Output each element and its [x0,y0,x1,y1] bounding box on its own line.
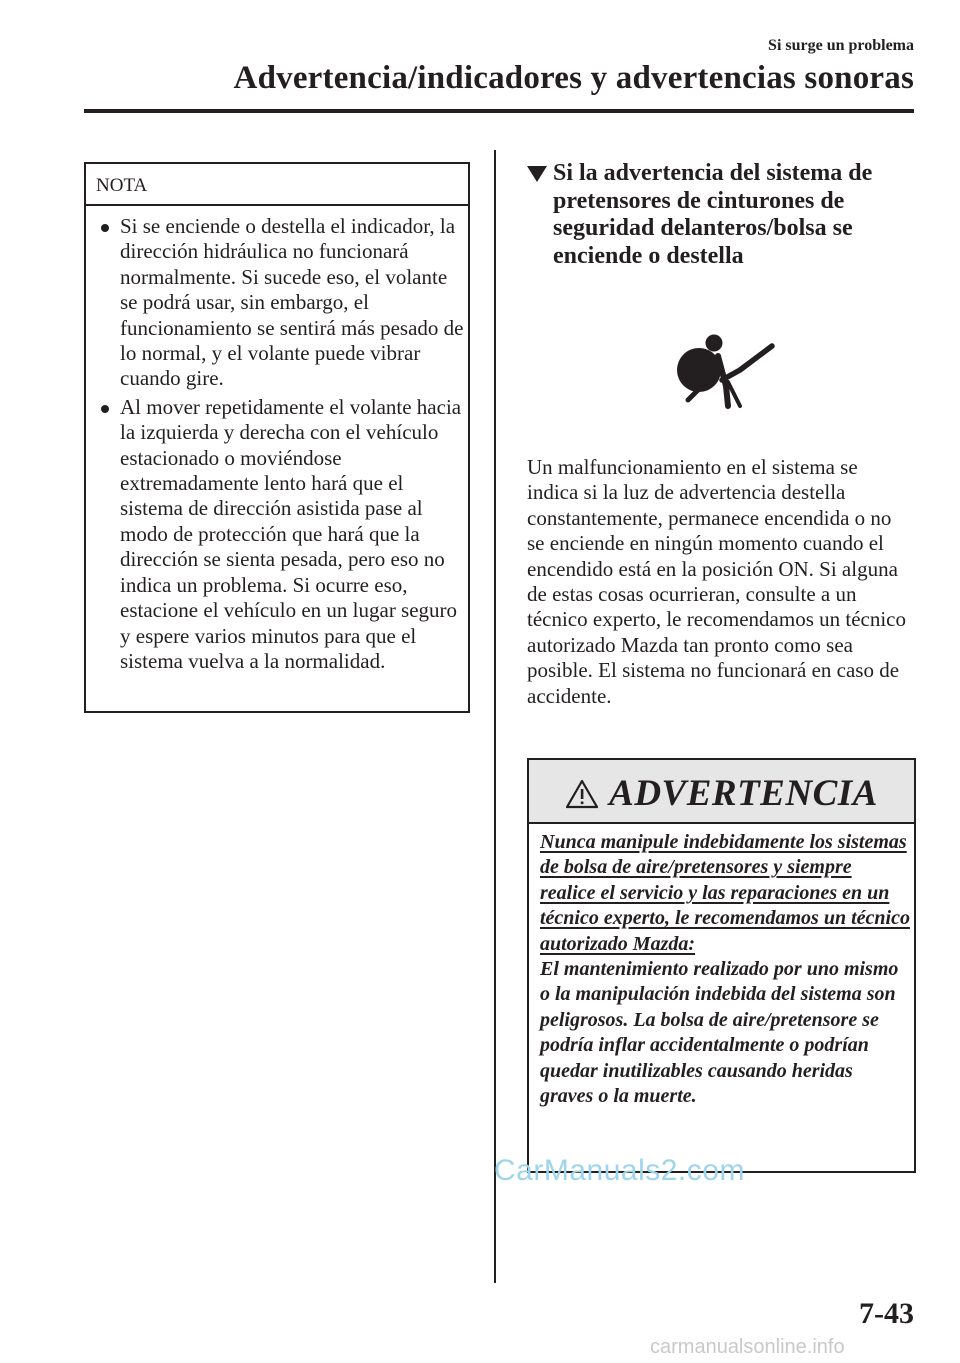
warning-consequence: El mantenimiento realizado por uno mismo o la manipulación indebida del sistema son peligrosos. La bolsa de aire/pretensore se podría inflar accidentalmente o podrían quedar inutilizables causando heridas graves o la muerte. [540,958,899,1108]
header-rule [84,109,914,113]
bullet-icon [101,224,109,232]
section-heading-text: Si la advertencia del sistema de pretensores de cinturones de seguridad delanteros/bolsa se enciende o destella [553,160,873,269]
section-heading [527,160,907,270]
airbag-warning-icon [668,330,780,410]
note-title-rule [86,204,468,206]
warning-header [529,760,914,824]
triangle-marker-icon [527,166,547,182]
note-item-text: Si se enciende o destella el indicador, la dirección hidráulica no funcionará normalmente. Si sucede eso, el volante se podrá usar, sin embargo, el funcionamiento se sentirá más pesado de lo normal, y el volante puede vibrar cuando gire. [120,214,464,391]
page-number: 7-43 [859,1297,914,1330]
note-item-text: Al mover repetidamente el volante hacia la izquierda y derecha con el vehículo estacionado o moviéndose extremadamente lento hará que el sistema de dirección asistida pase al modo de protección que hará que la dirección se sienta pesada, pero eso no indica un problema. Si ocurre eso, estacione el vehículo en un lugar seguro y espere varios minutos para que el sistema vuelva a la normalidad. [120,394,462,673]
note-list [98,214,466,677]
warning-title: ADVERTENCIA [609,773,878,814]
bullet-icon [101,405,109,413]
warning-body [540,830,910,1109]
note-item [98,395,466,674]
warning-box [527,758,916,1173]
footer-site-watermark: carmanualsonline.info [650,1336,845,1358]
running-header-section: Si surge un problema [768,37,914,54]
watermark: CarManuals2.com [494,1154,745,1187]
warning-triangle-icon [565,779,599,809]
warning-instruction: Nunca manipule indebidamente los sistemas de bolsa de aire/pretensores y siempre realice el servicio y las reparaciones en un técnico experto, le recomendamos un técnico autorizado Mazda: [540,831,910,955]
column-divider [494,150,496,1283]
note-title: NOTA [96,175,148,196]
note-box [84,162,470,713]
note-item [98,214,466,392]
section-body-text: Un malfuncionamiento en el sistema se indica si la luz de advertencia destella constantemente, permanece encendida o no se enciende en ningún momento cuando el encendido está en la posición ON. Si alguna de estas cosas ocurrieran, consulte a un técnico experto, le recomendamos un técnico autorizado Mazda tan pronto como sea posible. El sistema no funcionará en caso de accidente. [527,455,907,708]
running-header-title: Advertencia/indicadores y advertencias sonoras [233,60,914,96]
